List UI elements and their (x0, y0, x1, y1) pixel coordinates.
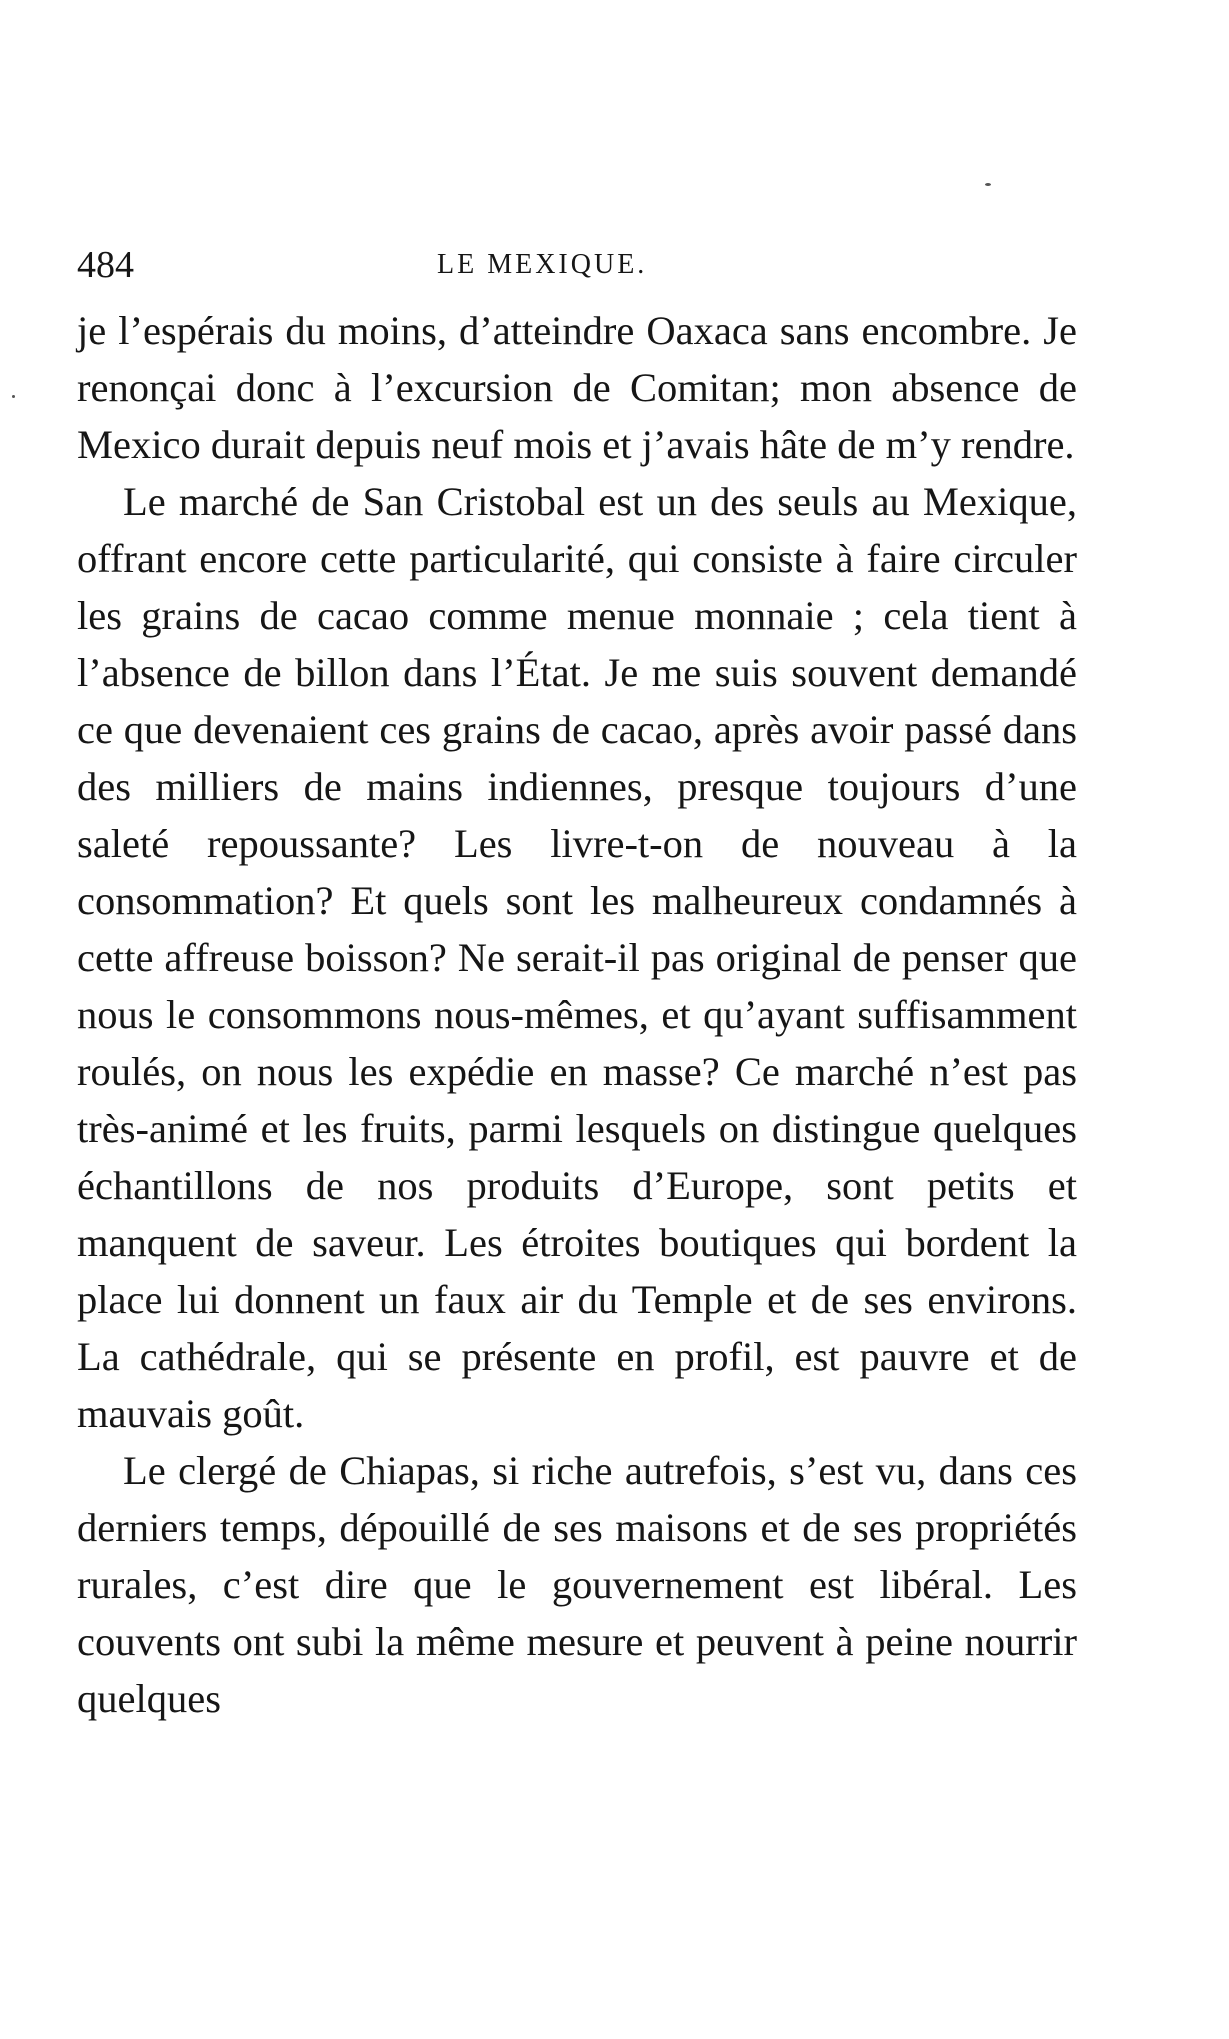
body-text (77, 302, 1077, 1727)
print-speck (985, 183, 991, 186)
paragraph-market: Le marché de San Cristobal est un des seuls au Mexique, offrant encore cette particularité, qui consiste à faire circuler les grains de cacao comme menue monnaie ; cela tient à l’absence de billon dans l’État. Je me suis souvent demandé ce que devenaient ces grains de cacao, après avoir passé dans des milliers de mains indiennes, presque toujours d’une saleté repoussante? Les livre-t-on de nouveau à la consommation? Et quels sont les malheureux condamnés à cette affreuse boisson? Ne serait-il pas original de penser que nous le consommons nous-mêmes, et qu’ayant suffisamment roulés, on nous les expédie en masse? Ce marché n’est pas très-animé et les fruits, parmi lesquels on distingue quelques échantillons de nos produits d’Europe, sont petits et manquent de saveur. Les étroites boutiques qui bordent la place lui donnent un faux air du Temple et de ses environs. La cathédrale, qui se présente en profil, est pauvre et de mauvais goût. (77, 479, 1077, 1436)
running-head: LE MEXIQUE. (437, 249, 648, 280)
paragraph-continued: je l’espérais du moins, d’atteindre Oaxaca sans encombre. Je renonçai donc à l’excursion de Comitan; mon absence de Mexico durait depuis neuf mois et j’avais hâte de m’y rendre. (77, 308, 1077, 467)
paragraph-clergy: Le clergé de Chiapas, si riche autrefois, s’est vu, dans ces derniers temps, dépouillé de ses maisons et de ses propriétés rurales, c’est dire que le gouvernement est libéral. Les couvents ont subi la même mesure et peuvent à peine nourrir quelques (77, 1448, 1077, 1721)
page-number: 484 (77, 244, 134, 286)
page-header (77, 240, 1077, 290)
print-speck (12, 395, 15, 398)
